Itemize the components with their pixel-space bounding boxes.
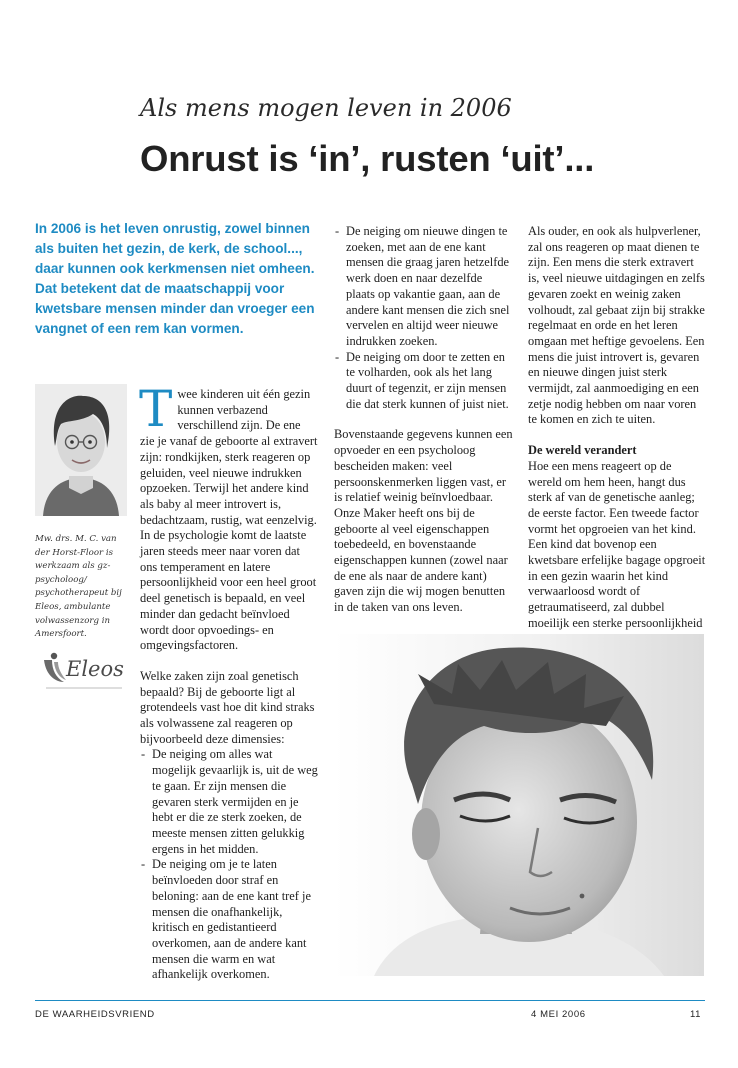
- drop-cap: T: [139, 380, 173, 438]
- child-photo: [334, 634, 704, 976]
- footer-date: 4 MEI 2006: [531, 1009, 586, 1020]
- footer-rule: [35, 1000, 705, 1001]
- article-headline: Onrust is ‘in’, rusten ‘uit’...: [140, 138, 595, 179]
- bullet-item: - De neiging om nieuwe dingen te zoeken, met aan de ene kant mensen die graag jaren hetzelfde werk doen en naar dezelfde plaats op vakantie gaan, aan de andere kant mensen die zich snel vervelen en altijd weer nieuwe indrukken zoeken.: [334, 224, 514, 350]
- author-portrait-icon: [35, 384, 127, 516]
- paragraph: Bovenstaande gegevens kunnen een opvoeder en een psycholoog bescheiden maken: veel persoonskenmerken liggen vast, er is relatief weinig beïnvloedbaar. Onze Maker heeft ons bij de geboorte al veel eigenschappen toebedeeld, en bovenstaande eigenschappen kunnen (zowel naar de ene als naar de andere kant) gaven zijn die wij mogen benutten in de taken van ons leven.: [334, 427, 513, 615]
- bullet-item: - De neiging om door te zetten en te volharden, ook als het lang duurt of tegenzit, er zijn mensen die dat sterk kunnen of juist niet.: [334, 350, 514, 413]
- footer-magazine-name: DE WAARHEIDSVRIEND: [35, 1009, 155, 1020]
- eleos-logo: [40, 650, 130, 692]
- eleos-logo-text: Eleos: [66, 657, 124, 681]
- child-portrait-icon: [334, 634, 704, 976]
- article-kicker: Als mens mogen leven in 2006: [140, 94, 512, 122]
- author-portrait-photo: [35, 384, 127, 516]
- footer-page-number: 11: [690, 1009, 702, 1020]
- first-paragraph-text: wee kinderen uit één gezin kunnen verbazend verschillend zijn. De ene zie je vanaf de geboorte al extravert zijn: rondkijken, sterk reageren op geluiden, veel nieuwe indrukken opzoeken. Terwijl het andere kind als baby al meer introvert is, bedachtzaam, rustig, wat eenzelvig. In de psychologie komt de laatste jaren steeds meer naar voren dat ons temperament en latere persoonlijkheid voor een heel groot deel genetisch is bepaald, en veel minder dan gedacht beïnvloed wordt door opvoedings- en omgevingsfactoren.: [140, 387, 318, 653]
- bullet-list: [140, 747, 318, 983]
- text-column-1: [139, 380, 318, 983]
- paragraph: Welke zaken zijn zoal genetisch bepaald? Bij de geboorte ligt al grotendeels vast hoe dit kind straks als volwassene zal reageren op bijvoorbeeld deze dimensies:: [140, 668, 315, 746]
- bullet-item: - De neiging om alles wat mogelijk gevaarlijk is, uit de weg te gaan. Er zijn mensen die gevaren sterk vermijden en je hebt er die ze sterk zoeken, de meeste mensen zitten gelukkig ergens in het midden.: [140, 747, 318, 857]
- eleos-figure-icon: [40, 650, 130, 692]
- text-column-3: [528, 224, 708, 647]
- bullet-list: [334, 224, 514, 412]
- text-column-2: [334, 224, 514, 616]
- paragraph: Als ouder, en ook als hulpverlener, zal ons reageren op maat dienen te zijn. Een mens die sterk extravert is, veel nieuwe uitdagingen en zelfs gevaren zoekt en weinig zaken volhoudt, zal gebaat zijn bij strakke regelmaat en orde en het leren omgaan met heftige gevoelens. Een mens die juist introvert is, gevaren en nieuwe dingen juist sterk vermijdt, zal aanmoediging en een zetje nodig hebben om naar voren te komen en zich te uiten.: [528, 224, 705, 427]
- article-intro: In 2006 is het leven onrustig, zowel binnen als buiten het gezin, de kerk, de school..., daar kunnen ook kerkmensen niet omheen. Dat betekent dat de maatschappij voor kwetsbare mensen minder dan vroeger een vangnet of een rem kan vormen.: [35, 221, 315, 336]
- author-caption: Mw. drs. M. C. van der Horst-Floor is werkzaam als gz-psycholoog/ psychotherapeut bij Eleos, ambulante volwassenzorg in Amersfoort.: [35, 534, 122, 640]
- first-paragraph: [139, 380, 318, 654]
- paragraph: Hoe een mens reageert op de wereld om hem heen, hangt dus sterk af van de genetische aanleg; de eerste factor. Een tweede factor vormt het opgroeien van het kind. Een kind dat bovenop een kwetsbare erfelijke bagage opgroeit in een gezin waarin het kind verwaarloosd wordt of getraumatiseerd, zal dubbel moeilijk een sterke persoonlijkheid: [528, 458, 706, 630]
- bullet-item: - De neiging om je te laten beïnvloeden door straf en beloning: aan de ene kant tref je mensen die onafhankelijk, kritisch en gedistantieerd overkomen, aan de andere kant mensen die warm en wat afhankelijk overkomen.: [140, 857, 318, 983]
- section-subhead: De wereld verandert: [528, 443, 637, 458]
